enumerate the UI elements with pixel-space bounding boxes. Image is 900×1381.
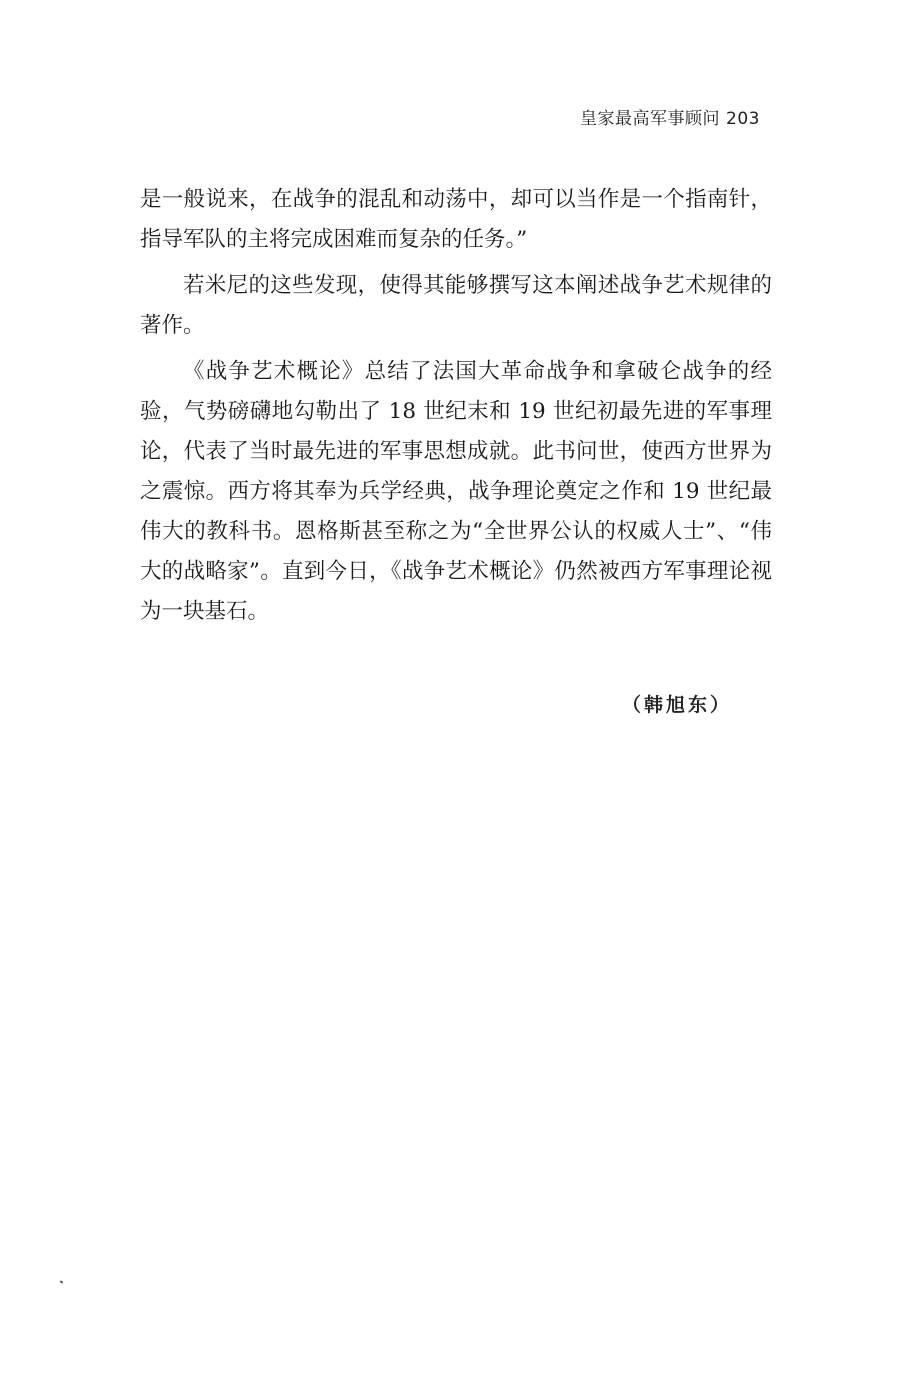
- author-signature: （韩旭东）: [621, 694, 732, 716]
- paragraph-book-summary: 《战争艺术概论》总结了法国大革命战争和拿破仑战争的经验，气势磅礴地勾勒出了 18 世纪末和 19 世纪初最先进的军事理论，代表了当时最先进的军事思想成就。此书问世，使西方世界为之震惊。西方将其奉为兵学经典，战争理论奠定之作和 19 世纪最伟大的教科书。恩格斯甚至称之为“全世界公认的权威人士”、“伟大的战略家”。直到今日，《战争艺术概论》仍然被西方军事理论视为一块基石。: [140, 359, 772, 624]
- header-title: 皇家最高军事顾问: [580, 109, 721, 129]
- page-number: 203: [726, 109, 760, 129]
- body-text: [140, 180, 772, 638]
- running-header: [580, 104, 760, 129]
- scan-speck: [60, 1280, 64, 1283]
- paragraph-continuation: 是一般说来，在战争的混乱和动荡中，却可以当作是一个指南针，指导军队的主将完成困难而复杂的任务。”: [140, 187, 772, 252]
- paragraph-jomini-findings: 若米尼的这些发现，使得其能够撰写这本阐述战争艺术规律的著作。: [140, 273, 772, 338]
